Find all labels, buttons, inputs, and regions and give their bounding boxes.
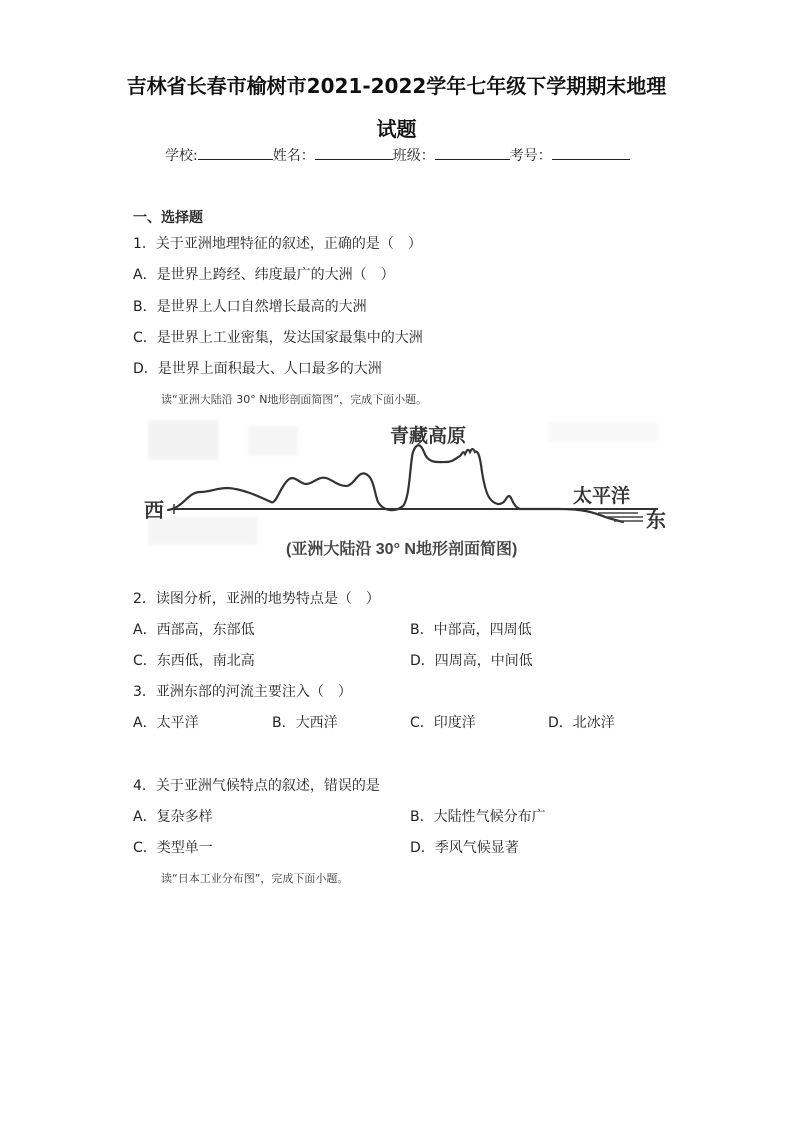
school-label: 学校: <box>165 148 198 164</box>
reading-instruction-2: 读“日本工业分布图”，完成下面小题。 <box>161 872 349 885</box>
reading-instruction-1: 读“亚洲大陆沿 30° N地形剖面简图”，完成下面小题。 <box>161 393 428 406</box>
q4-option-b[interactable]: B．大陆性气候分布广 <box>410 809 546 825</box>
school-blank[interactable] <box>198 145 273 160</box>
q3-option-c[interactable]: C．印度洋 <box>410 715 476 731</box>
east-label: 东 <box>646 510 666 532</box>
q2-option-c[interactable]: C．东西低，南北高 <box>133 653 255 669</box>
pacific-label: 太平洋 <box>573 486 631 507</box>
q1-option-b[interactable]: B．是世界上人口自然增长最高的大洲 <box>133 299 367 315</box>
q4-option-c[interactable]: C．类型单一 <box>133 840 213 856</box>
figure-caption: (亚洲大陆沿 30° N地形剖面简图) <box>286 541 518 558</box>
terrain-profile-figure <box>128 412 688 572</box>
west-label: 西 <box>144 500 164 522</box>
q1-option-c[interactable]: C．是世界上工业密集，发达国家最集中的大洲 <box>133 330 423 346</box>
q1-option-d[interactable]: D．是世界上面积最大、人口最多的大洲 <box>133 361 382 377</box>
q1-option-a[interactable]: A．是世界上跨经、纬度最广的大洲（ ） <box>133 267 395 283</box>
exam-no-blank[interactable] <box>552 145 630 160</box>
class-label: 班级： <box>392 148 435 164</box>
section-heading: 一、选择题 <box>133 210 203 226</box>
name-label: 姓名： <box>272 148 315 164</box>
q2-option-a[interactable]: A．西部高，东部低 <box>133 622 255 638</box>
q2-option-b[interactable]: B．中部高，四周低 <box>410 622 532 638</box>
class-blank[interactable] <box>435 145 510 160</box>
doc-title-line1: 吉林省长春市榆树市2021-2022学年七年级下学期期末地理 <box>126 74 667 98</box>
plateau-label: 青藏高原 <box>390 426 467 447</box>
name-blank[interactable] <box>315 145 393 160</box>
q3-stem: 3．亚洲东部的河流主要注入（ ） <box>133 684 352 700</box>
q4-option-d[interactable]: D．季风气候显著 <box>410 840 519 856</box>
q3-option-b[interactable]: B．大西洋 <box>272 715 338 731</box>
q3-option-d[interactable]: D．北冰洋 <box>548 715 615 731</box>
q1-stem: 1．关于亚洲地理特征的叙述，正确的是（ ） <box>133 236 422 252</box>
terrain-line <box>168 445 623 522</box>
q2-option-d[interactable]: D．四周高，中间低 <box>410 653 533 669</box>
q4-option-a[interactable]: A．复杂多样 <box>133 809 213 825</box>
exam-no-label: 考号： <box>509 148 552 164</box>
q4-stem: 4．关于亚洲气候特点的叙述，错误的是 <box>133 778 380 794</box>
student-info <box>165 145 630 165</box>
doc-title-line2: 试题 <box>376 117 417 141</box>
q3-option-a[interactable]: A．太平洋 <box>133 715 199 731</box>
q2-stem: 2．读图分析，亚洲的地势特点是（ ） <box>133 591 380 607</box>
